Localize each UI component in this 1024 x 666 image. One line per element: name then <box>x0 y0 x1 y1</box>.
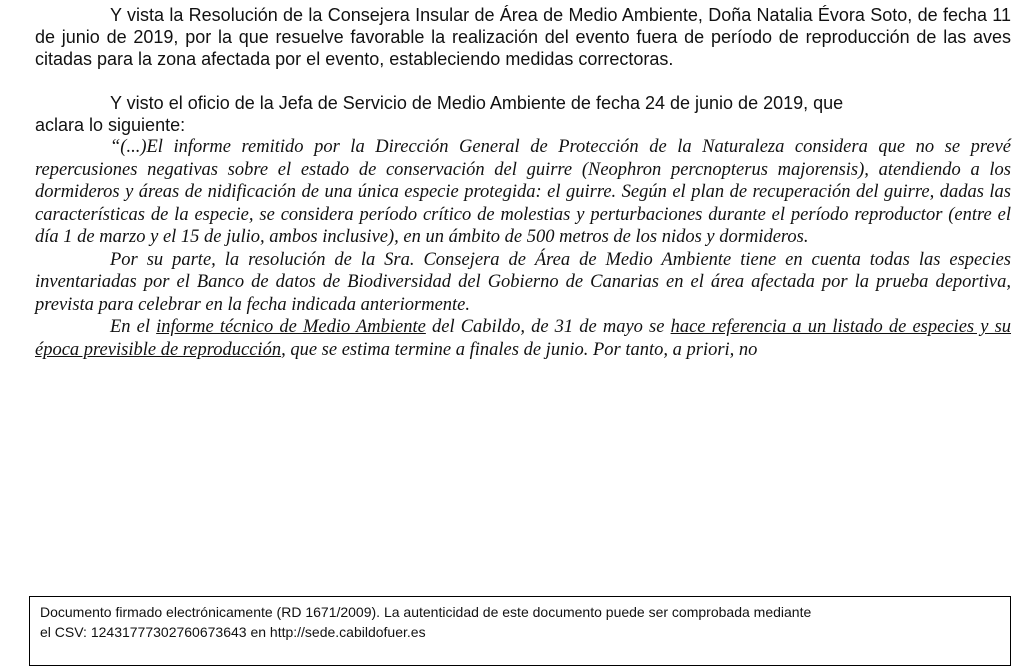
electronic-signature-footer <box>29 596 1011 666</box>
quote-resolucion-consejera: Por su parte, la resolución de la Sra. Consejera de Área de Medio Ambiente tiene en cuenta todas las especies inventariadas por el Banco de datos de Biodiversidad del Gobierno de Canarias en el área afectada por la prueba deportiva, prevista para celebrar en la fecha indicada anteriormente. <box>35 249 1011 315</box>
quote-informe-direccion-general: “(...)El informe remitido por la Dirección General de Protección de la Naturaleza considera que no se prevé repercusiones negativas sobre el estado de conservación del guirre (Neophron percnopterus majorensis), atendiendo a los dormideros y áreas de nidificación de una única especie protegida: el guirre. Según el plan de recuperación del guirre, dadas las características de la especie, se considera período crítico de molestias y perturbaciones durante el período reproductor (entre el día 1 de marzo y el 15 de julio, ambos inclusive), en un ámbito de 500 metros de los nidos y dormideros. <box>35 137 1011 247</box>
paragraph-resolucion: Y vista la Resolución de la Consejera Insular de Área de Medio Ambiente, Doña Natalia Évora Soto, de fecha 11 de junio de 2019, por la que resuelve favorable la realización del evento fuera de período de reproducción de las aves citadas para la zona afectada por el evento, estableciendo medidas correctoras. <box>35 5 1011 69</box>
underlined-listado-especies: hace referencia a un listado de especies y su época previsible de reproducción <box>35 317 1012 360</box>
quote-informe-tecnico-part-1: En el <box>110 317 157 337</box>
quote-informe-tecnico-part-3: , que se estima termine a finales de junio. Por tanto, a priori, no <box>281 339 758 360</box>
footer-line-1: Documento firmado electrónicamente (RD 1671/2009). La autenticidad de este documento puede ser comprobada mediante <box>40 604 812 620</box>
paragraph-oficio-line-1: Y visto el oficio de la Jefa de Servicio de Medio Ambiente de fecha 24 de junio de 2019, que <box>110 93 844 113</box>
quote-informe-tecnico <box>35 316 1011 361</box>
paragraph-oficio <box>35 92 1011 136</box>
paragraph-oficio-line-2: aclara lo siguiente: <box>35 115 186 135</box>
footer-line-2: el CSV: 12431777302760673643 en http://sede.cabildofuer.es <box>40 624 426 640</box>
document-body <box>35 4 1011 361</box>
underlined-informe-tecnico: informe técnico de Medio Ambiente <box>156 317 426 337</box>
quote-informe-tecnico-part-2: del Cabildo, de 31 de mayo se <box>425 317 671 337</box>
